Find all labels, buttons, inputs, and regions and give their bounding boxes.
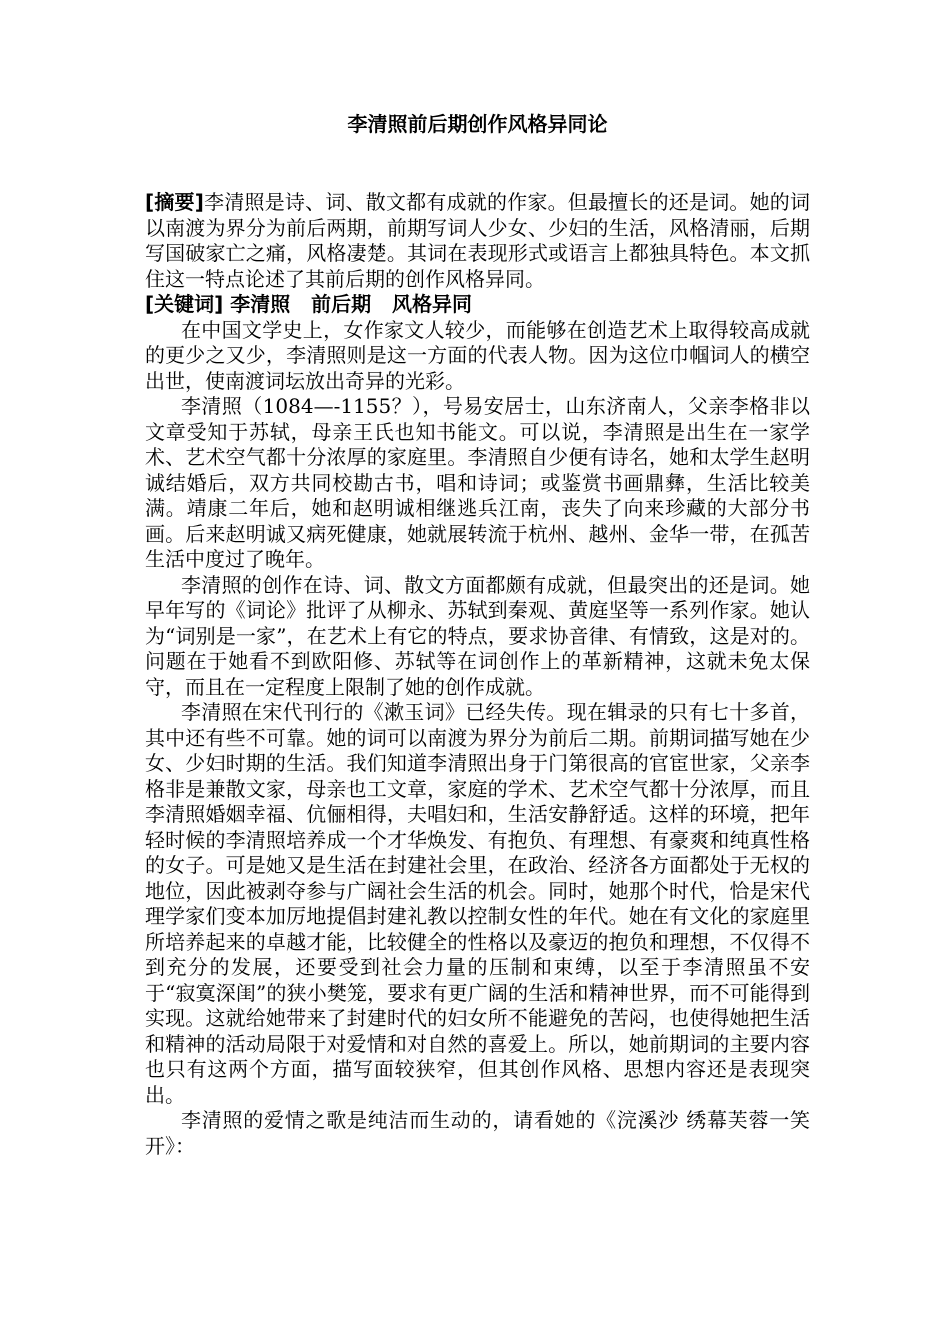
document-page xyxy=(145,110,810,1159)
abstract-text: 李清照是诗、词、散文都有成就的作家。但最擅长的还是词。她的词以南渡为界分为前后两期，前期写词人少女、少妇的生活，风格清丽，后期写国破家亡之痛，风格凄楚。其词在表现形式或语言上都独具特色。本文抓住这一特点论述了其前后期的创作风格异同。 xyxy=(145,190,811,291)
body-paragraph-4: 李清照在宋代刊行的《漱玉词》已经失传。现在辑录的只有七十多首，其中还有些不可靠。她的词可以南渡为界分为前后二期。前期词描写她在少女、少妇时期的生活。我们知道李清照出身于门第很高的官宦世家，父亲李格非是兼散文家，母亲也工文章，家庭的学术、艺术空气都十分浓厚，而且李清照婚姻幸福、伉俪相得，夫唱妇和，生活安静舒适。这样的环境，把年轻时候的李清照培养成一个才华焕发、有抱负、有理想、有豪爽和纯真性格的女子。可是她又是生活在封建社会里，在政治、经济各方面都处于无权的地位，因此被剥夺参与广阔社会生活的机会。同时，她那个时代，恰是宋代理学家们变本加厉地提倡封建礼教以控制女性的年代。她在有文化的家庭里所培养起来的卓越才能，比较健全的性格以及豪迈的抱负和理想，不仅得不到充分的发展，还要受到社会力量的压制和束缚，以至于李清照虽不安于“寂寞深闺”的狭小樊笼，要求有更广阔的生活和精神世界，而不可能得到实现。这就给她带来了封建时代的妇女所不能避免的苦闷，也使得她把生活和精神的活动局限于对爱情和对自然的喜爱上。所以，她前期词的主要内容也只有这两个方面，描写面较狭窄，但其创作风格、思想内容还是表现突出。 xyxy=(145,700,810,1107)
document-title: 李清照前后期创作风格异同论 xyxy=(347,112,608,136)
keywords xyxy=(145,292,810,318)
body-paragraph-2: 李清照（1084—-1155？），号易安居士，山东济南人，父亲李格非以文章受知于苏轼，母亲王氏也知书能文。可以说，李清照是出生在一家学术、艺术空气都十分浓厚的家庭里。李清照自少便有诗名，她和太学生赵明诚结婚后，双方共同校勘古书，唱和诗词；或鉴赏书画鼎彝，生活比较美满。靖康二年后，她和赵明诚相继逃兵江南，丧失了向来珍藏的大部分书画。后来赵明诚又病死健康，她就展转流于杭州、越州、金华一带，在孤苦生活中度过了晚年。 xyxy=(145,394,810,571)
body-paragraph-3: 李清照的创作在诗、词、散文方面都颇有成就，但最突出的还是词。她早年写的《词论》批评了从柳永、苏轼到秦观、黄庭坚等一系列作家。她认为“词别是一家”，在艺术上有它的特点，要求协音律、有情致，这是对的。问题在于她看不到欧阳修、苏轼等在词创作上的革新精神，这就未免太保守，而且在一定程度上限制了她的创作成就。 xyxy=(145,572,810,699)
keywords-text: 李清照 前后期 风格异同 xyxy=(223,292,473,316)
body-paragraph-1: 在中国文学史上，女作家文人较少，而能够在创造艺术上取得较高成就的更少之又少，李清照则是这一方面的代表人物。因为这位巾帼词人的横空出世，使南渡词坛放出奇异的光彩。 xyxy=(145,317,810,393)
keywords-label: [关键词] xyxy=(145,292,224,316)
abstract-label: [摘要] xyxy=(145,190,204,214)
body-paragraph-5: 李清照的爱情之歌是纯洁而生动的，请看她的《浣溪沙 绣幕芙蓉一笑开》： xyxy=(145,1108,810,1158)
abstract xyxy=(145,190,810,292)
